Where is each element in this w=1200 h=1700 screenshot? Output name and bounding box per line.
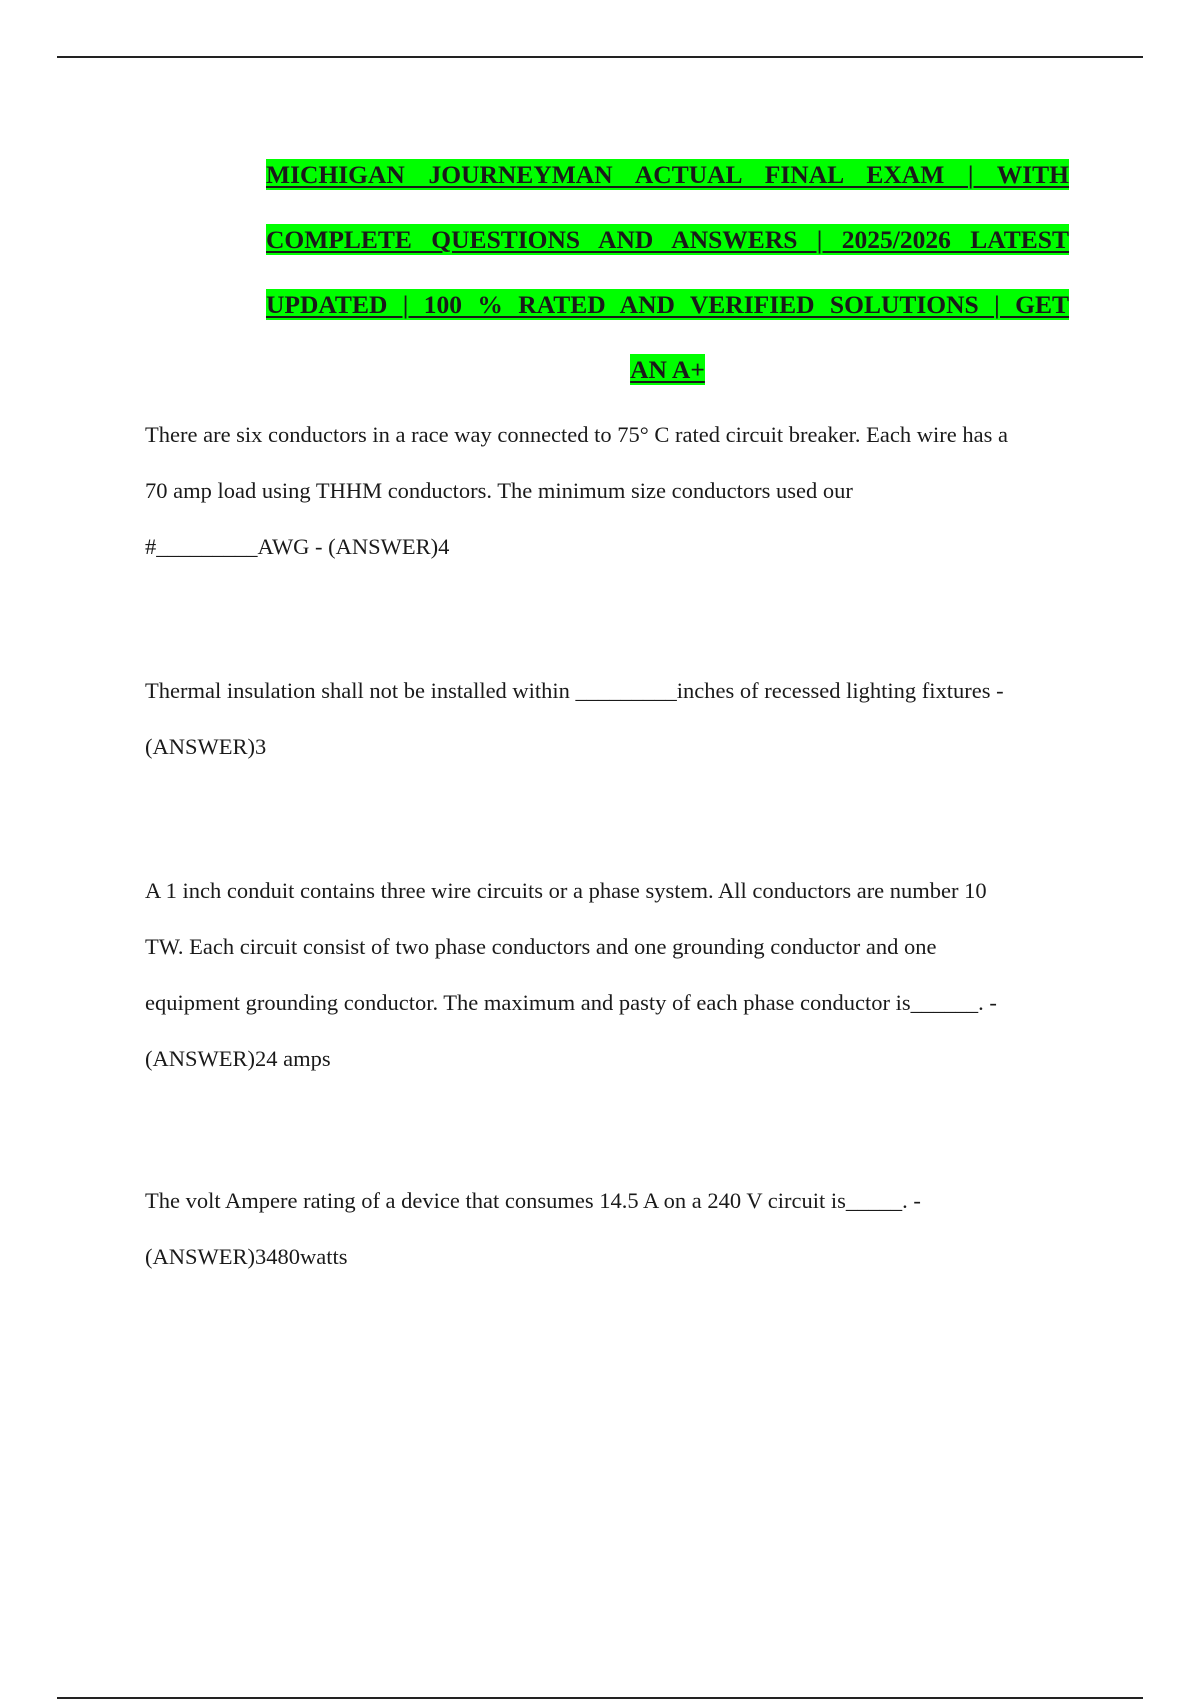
question-text-line: The volt Ampere rating of a device that consumes 14.5 A on a 240 V circuit is_____. -: [145, 1188, 921, 1213]
question-answer-line: (ANSWER)3: [145, 734, 267, 759]
title-line: [266, 142, 1069, 207]
question-text-line: A 1 inch conduit contains three wire circuits or a phase system. All conductors are number 10: [145, 878, 987, 903]
title-line: [266, 337, 1069, 402]
question-answer-3: [145, 863, 1075, 1087]
title-line-text: COMPLETE QUESTIONS AND ANSWERS | 2025/2026 LATEST: [266, 225, 1069, 254]
footer-rule: [57, 1697, 1143, 1699]
question-text-line: equipment grounding conductor. The maximum and pasty of each phase conductor is______. -: [145, 990, 997, 1015]
question-answer-2: [145, 663, 1075, 775]
title-line-text: AN A+: [630, 355, 705, 384]
question-answer-line: #_________AWG - (ANSWER)4: [145, 534, 450, 559]
question-text-line: 70 amp load using THHM conductors. The minimum size conductors used our: [145, 478, 853, 503]
question-answer-line: (ANSWER)3480watts: [145, 1244, 348, 1269]
question-answer-1: [145, 407, 1075, 575]
header-rule: [57, 56, 1143, 58]
question-text-line: Thermal insulation shall not be installed within _________inches of recessed lighting fixtures -: [145, 678, 1004, 703]
title-line-text: UPDATED | 100 % RATED AND VERIFIED SOLUTIONS | GET: [266, 290, 1069, 319]
document-title: [266, 142, 1069, 402]
question-answer-4: [145, 1173, 1075, 1285]
title-line-text: MICHIGAN JOURNEYMAN ACTUAL FINAL EXAM | WITH: [266, 160, 1069, 189]
title-line: [266, 272, 1069, 337]
question-text-line: TW. Each circuit consist of two phase conductors and one grounding conductor and one: [145, 934, 937, 959]
question-answer-line: (ANSWER)24 amps: [145, 1046, 331, 1071]
question-text-line: There are six conductors in a race way connected to 75° C rated circuit breaker. Each wire has a: [145, 422, 1008, 447]
title-line: [266, 207, 1069, 272]
